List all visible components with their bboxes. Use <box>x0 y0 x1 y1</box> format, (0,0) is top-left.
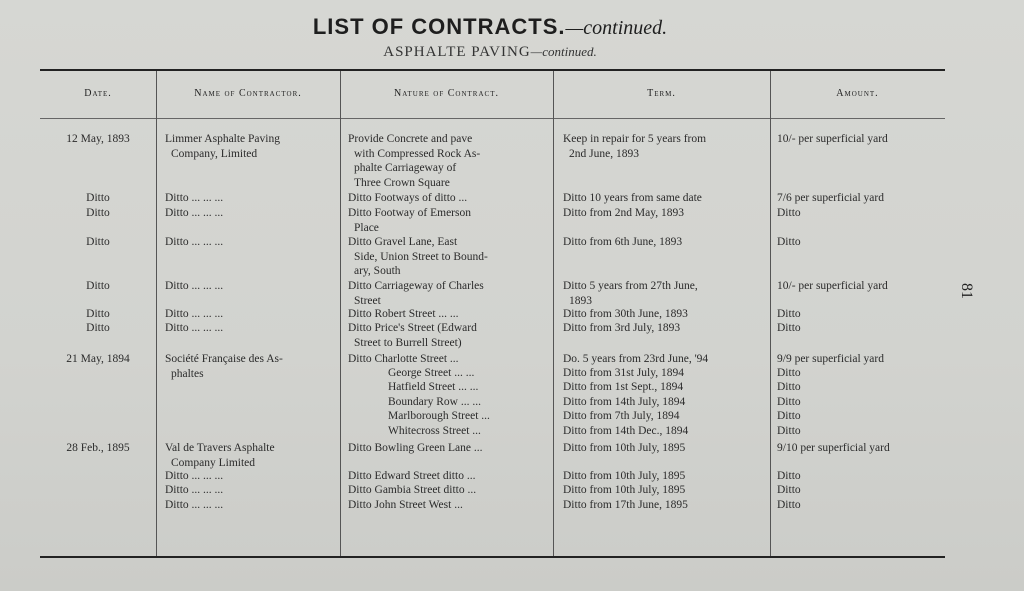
cell-term <box>563 498 768 513</box>
cell-line: phalte Carriageway of <box>354 162 457 174</box>
cell-line: Ditto ... ... ... <box>165 470 224 482</box>
cell-line: Ditto <box>86 322 110 334</box>
cell-date <box>40 206 156 221</box>
cell-line: Ditto from 17th June, 1895 <box>563 499 688 511</box>
cell-nature <box>348 235 548 279</box>
cell-amount <box>777 409 942 424</box>
cell-line: Ditto from 6th June, 1893 <box>563 236 683 248</box>
cell-amount <box>777 235 942 250</box>
cell-date <box>40 441 156 456</box>
cell-term <box>563 441 768 456</box>
cell-line: George Street ... ... <box>388 367 475 379</box>
cell-contractor <box>165 279 337 294</box>
cell-line: 21 May, 1894 <box>66 353 130 365</box>
column-divider <box>156 71 157 556</box>
cell-line: Ditto Charlotte Street ... <box>348 353 459 365</box>
subtitle-continued: —continued. <box>530 44 597 59</box>
cell-nature <box>348 279 548 308</box>
cell-amount <box>777 424 942 439</box>
cell-term <box>563 321 768 336</box>
table-bottom-rule <box>40 556 945 558</box>
cell-line: Ditto Footway of Emerson <box>348 207 471 219</box>
cell-line: 28 Feb., 1895 <box>66 442 130 454</box>
cell-line: Ditto Gravel Lane, East <box>348 236 458 248</box>
cell-nature <box>388 395 548 410</box>
column-header-contractor: Name of Contractor. <box>194 88 302 99</box>
cell-line: Ditto 10 years from same date <box>563 192 702 204</box>
cell-amount <box>777 469 942 484</box>
cell-amount <box>777 366 942 381</box>
cell-line: Marlborough Street ... <box>388 410 490 422</box>
cell-line: Do. 5 years from 23rd June, '94 <box>563 353 709 365</box>
cell-nature <box>348 352 548 367</box>
title-continued: —continued. <box>565 17 668 39</box>
cell-line: Ditto Bowling Green Lane ... <box>348 442 483 454</box>
cell-line: 12 May, 1893 <box>66 133 130 145</box>
cell-line: Ditto ... ... ... <box>165 322 224 334</box>
cell-line: Ditto John Street West ... <box>348 499 463 511</box>
cell-line: Ditto from 10th July, 1895 <box>563 470 686 482</box>
cell-date <box>40 132 156 147</box>
cell-contractor <box>165 469 337 484</box>
cell-term <box>563 469 768 484</box>
cell-line: Ditto from 10th July, 1895 <box>563 442 686 454</box>
cell-line: Company Limited <box>171 456 256 469</box>
cell-line: Ditto ... ... ... <box>165 280 224 292</box>
cell-date <box>40 352 156 367</box>
cell-amount <box>777 395 942 410</box>
cell-line: Ditto <box>86 280 110 292</box>
cell-date <box>40 191 156 206</box>
cell-line: Ditto from 14th July, 1894 <box>563 396 686 408</box>
cell-line: Ditto <box>777 484 801 496</box>
cell-line: Ditto <box>86 207 110 219</box>
cell-term <box>563 366 768 381</box>
column-header-nature: Nature of Contract. <box>394 88 499 99</box>
column-divider <box>553 71 554 556</box>
cell-line: Ditto Edward Street ditto ... <box>348 470 476 482</box>
cell-nature <box>348 206 548 235</box>
cell-line: 2nd June, 1893 <box>569 147 639 160</box>
cell-line: Ditto ... ... ... <box>165 499 224 511</box>
cell-line: Three Crown Square <box>354 176 450 189</box>
cell-term <box>563 206 768 221</box>
cell-contractor <box>165 235 337 250</box>
cell-term <box>563 352 768 367</box>
cell-amount <box>777 279 942 294</box>
cell-contractor <box>165 191 337 206</box>
cell-line: 9/9 per superficial yard <box>777 353 884 365</box>
cell-term <box>563 424 768 439</box>
cell-contractor <box>165 206 337 221</box>
cell-line: Ditto Robert Street ... ... <box>348 308 459 320</box>
cell-line: Ditto <box>86 236 110 248</box>
cell-contractor <box>165 498 337 513</box>
cell-amount <box>777 132 942 147</box>
cell-line: Provide Concrete and pave <box>348 133 473 145</box>
cell-line: Ditto <box>777 367 801 379</box>
cell-line: 10/- per superficial yard <box>777 280 888 292</box>
cell-line: Hatfield Street ... ... <box>388 381 479 393</box>
cell-contractor <box>165 321 337 336</box>
cell-line: Keep in repair for 5 years from <box>563 133 707 145</box>
cell-line: Side, Union Street to Bound- <box>354 250 488 263</box>
cell-line: 7/6 per superficial yard <box>777 192 884 204</box>
page-number: 81 <box>958 283 975 299</box>
cell-line: Ditto from 7th July, 1894 <box>563 410 680 422</box>
cell-line: Ditto ... ... ... <box>165 484 224 496</box>
cell-nature <box>348 307 548 322</box>
cell-line: Ditto <box>86 192 110 204</box>
cell-line: ary, South <box>354 265 401 277</box>
cell-line: Ditto Footways of ditto ... <box>348 192 468 204</box>
cell-amount <box>777 191 942 206</box>
cell-term <box>563 279 768 308</box>
cell-line: Ditto <box>777 308 801 320</box>
cell-line: Ditto from 31st July, 1894 <box>563 367 684 379</box>
cell-line: Ditto from 3rd July, 1893 <box>563 322 681 334</box>
cell-line: Ditto <box>777 499 801 511</box>
column-header-term: Term. <box>647 88 676 99</box>
cell-line: phaltes <box>171 367 204 380</box>
cell-line: Ditto Price's Street (Edward <box>348 322 477 334</box>
cell-line: Street to Burrell Street) <box>354 336 462 349</box>
cell-line: Ditto Carriageway of Charles <box>348 280 484 292</box>
cell-line: with Compressed Rock As- <box>354 147 481 160</box>
cell-line: Ditto from 30th June, 1893 <box>563 308 688 320</box>
cell-line: Ditto Gambia Street ditto ... <box>348 484 477 496</box>
cell-nature <box>348 469 548 484</box>
cell-term <box>563 380 768 395</box>
cell-line: Ditto <box>777 381 801 393</box>
cell-nature <box>388 366 548 381</box>
cell-line: Whitecross Street ... <box>388 425 481 437</box>
cell-amount <box>777 380 942 395</box>
page-subtitle <box>0 44 980 61</box>
cell-amount <box>777 321 942 336</box>
cell-line: Société Française des As- <box>165 353 283 365</box>
cell-date <box>40 235 156 250</box>
cell-line: Ditto ... ... ... <box>165 192 224 204</box>
cell-line: 9/10 per superficial yard <box>777 442 890 454</box>
cell-nature <box>348 498 548 513</box>
column-divider <box>340 71 341 556</box>
cell-line: Ditto <box>86 308 110 320</box>
cell-line: Ditto from 10th July, 1895 <box>563 484 686 496</box>
cell-line: Ditto <box>777 322 801 334</box>
cell-line: Ditto from 2nd May, 1893 <box>563 207 684 219</box>
title-main: LIST OF CONTRACTS. <box>312 14 566 39</box>
cell-contractor <box>165 441 337 470</box>
cell-amount <box>777 206 942 221</box>
table-top-rule <box>40 69 945 71</box>
cell-term <box>563 235 768 250</box>
cell-line: Ditto <box>777 207 801 219</box>
cell-line: 10/- per superficial yard <box>777 133 888 145</box>
cell-amount <box>777 483 942 498</box>
cell-line: Ditto from 1st Sept., 1894 <box>563 381 684 393</box>
cell-contractor <box>165 132 337 161</box>
cell-contractor <box>165 307 337 322</box>
cell-date <box>40 279 156 294</box>
cell-term <box>563 409 768 424</box>
cell-date <box>40 321 156 336</box>
page-title <box>0 14 980 40</box>
cell-term <box>563 132 768 161</box>
cell-line: Ditto from 14th Dec., 1894 <box>563 425 689 437</box>
cell-amount <box>777 352 942 367</box>
cell-nature <box>348 441 548 456</box>
column-header-amount: Amount. <box>836 88 879 99</box>
cell-line: Limmer Asphalte Paving <box>165 133 280 145</box>
cell-contractor <box>165 352 337 381</box>
cell-term <box>563 395 768 410</box>
cell-line: 1893 <box>569 294 592 307</box>
cell-nature <box>388 424 548 439</box>
cell-line: Street <box>354 294 381 307</box>
cell-line: Company, Limited <box>171 147 258 160</box>
cell-line: Ditto ... ... ... <box>165 308 224 320</box>
cell-line: Ditto <box>777 396 801 408</box>
cell-line: Ditto ... ... ... <box>165 207 224 219</box>
subtitle-main: ASPHALTE PAVING <box>383 44 531 60</box>
cell-nature <box>388 409 548 424</box>
cell-amount <box>777 498 942 513</box>
cell-amount <box>777 307 942 322</box>
cell-line: Ditto <box>777 410 801 422</box>
column-divider <box>770 71 771 556</box>
cell-term <box>563 483 768 498</box>
cell-nature <box>348 191 548 206</box>
cell-line: Ditto <box>777 425 801 437</box>
cell-nature <box>348 132 548 190</box>
cell-contractor <box>165 483 337 498</box>
cell-line: Boundary Row ... ... <box>388 396 481 408</box>
cell-nature <box>388 380 548 395</box>
cell-amount <box>777 441 942 456</box>
cell-line: Ditto ... ... ... <box>165 236 224 248</box>
cell-line: Val de Travers Asphalte <box>165 442 275 454</box>
cell-line: Ditto <box>777 236 801 248</box>
cell-nature <box>348 321 548 350</box>
cell-term <box>563 307 768 322</box>
header-rule <box>40 118 945 119</box>
cell-term <box>563 191 768 206</box>
cell-date <box>40 307 156 322</box>
cell-line: Place <box>354 221 379 234</box>
cell-line: Ditto 5 years from 27th June, <box>563 280 698 292</box>
column-header-date: Date. <box>84 88 112 99</box>
cell-line: Ditto <box>777 470 801 482</box>
cell-nature <box>348 483 548 498</box>
